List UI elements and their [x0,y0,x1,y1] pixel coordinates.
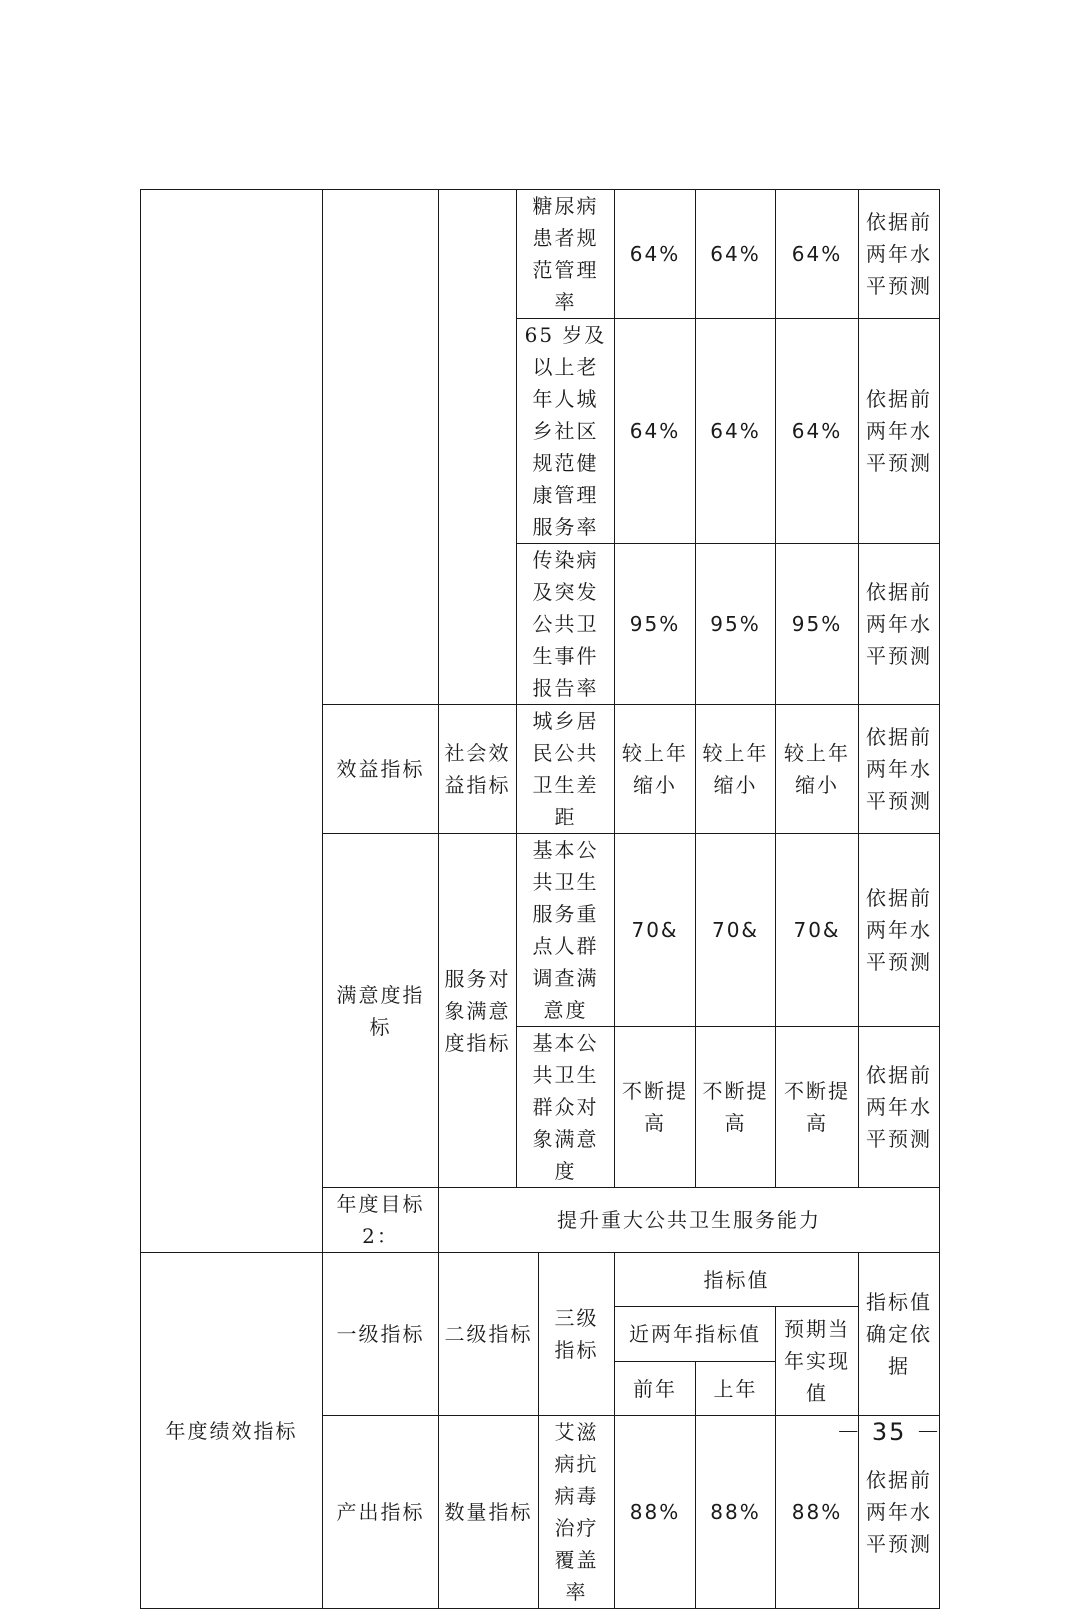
basis-cell: 依据前两年水平预测 [859,1416,940,1609]
blank-cell [439,190,517,705]
expected-value: 64% [776,319,859,544]
last-year-value: 64% [696,190,776,319]
basis-cell: 依据前两年水平预测 [859,544,940,705]
page-number: － 35 － [836,1418,942,1446]
last-year-value: 较上年缩小 [696,705,776,834]
level1-cell: 产出指标 [323,1416,439,1609]
basis-cell: 依据前两年水平预测 [859,834,940,1027]
prev-year-value: 88% [615,1416,696,1609]
header-recent: 近两年指标值 [615,1307,776,1362]
last-year-value: 95% [696,544,776,705]
goal-text: 提升重大公共卫生服务能力 [439,1188,940,1253]
level2-cell: 服务对象满意度指标 [439,834,517,1188]
basis-cell: 依据前两年水平预测 [859,705,940,834]
blank-cell [323,190,439,705]
prev-year-value: 64% [615,319,696,544]
performance-table [140,189,940,1609]
basis-cell: 依据前两年水平预测 [859,190,940,319]
expected-value: 95% [776,544,859,705]
header-last-year: 上年 [696,1362,776,1416]
prev-year-value: 64% [615,190,696,319]
header-row [141,1253,940,1307]
level2-cell: 社会效益指标 [439,705,517,834]
level1-cell: 满意度指标 [323,834,439,1188]
prev-year-value: 较上年缩小 [615,705,696,834]
goal-label: 年度目标 2： [323,1188,439,1253]
header-expected: 预期当年实现值 [776,1307,859,1416]
indicator-cell: 艾滋病抗病毒治疗覆盖率 [539,1416,615,1609]
table-row [141,190,940,319]
last-year-value: 88% [696,1416,776,1609]
level1-cell: 效益指标 [323,705,439,834]
blank-cell [141,190,323,1253]
basis-cell: 依据前两年水平预测 [859,319,940,544]
expected-value: 88% [776,1416,859,1609]
last-year-value: 64% [696,319,776,544]
expected-value: 较上年缩小 [776,705,859,834]
level2-cell: 数量指标 [439,1416,539,1609]
indicator-cell: 基本公共卫生群众对象满意度 [517,1027,615,1188]
prev-year-value: 不断提高 [615,1027,696,1188]
basis-cell: 依据前两年水平预测 [859,1027,940,1188]
indicator-cell: 基本公共卫生服务重点人群调查满意度 [517,834,615,1027]
indicator-cell: 传染病及突发公共卫生事件报告率 [517,544,615,705]
indicator-cell: 城乡居民公共卫生差距 [517,705,615,834]
header-level2: 二级指标 [439,1253,539,1416]
header-level3: 三级指标 [539,1253,615,1416]
header-prev-year: 前年 [615,1362,696,1416]
last-year-value: 70& [696,834,776,1027]
indicator-cell: 65 岁及以上老年人城乡社区规范健康管理服务率 [517,319,615,544]
last-year-value: 不断提高 [696,1027,776,1188]
indicator-cell: 糖尿病患者规范管理率 [517,190,615,319]
expected-value: 70& [776,834,859,1027]
header-level1: 一级指标 [323,1253,439,1416]
section-label: 年度绩效指标 [141,1253,323,1609]
expected-value: 64% [776,190,859,319]
prev-year-value: 70& [615,834,696,1027]
header-value: 指标值 [615,1253,859,1307]
expected-value: 不断提高 [776,1027,859,1188]
prev-year-value: 95% [615,544,696,705]
header-basis: 指标值确定依据 [859,1253,940,1416]
